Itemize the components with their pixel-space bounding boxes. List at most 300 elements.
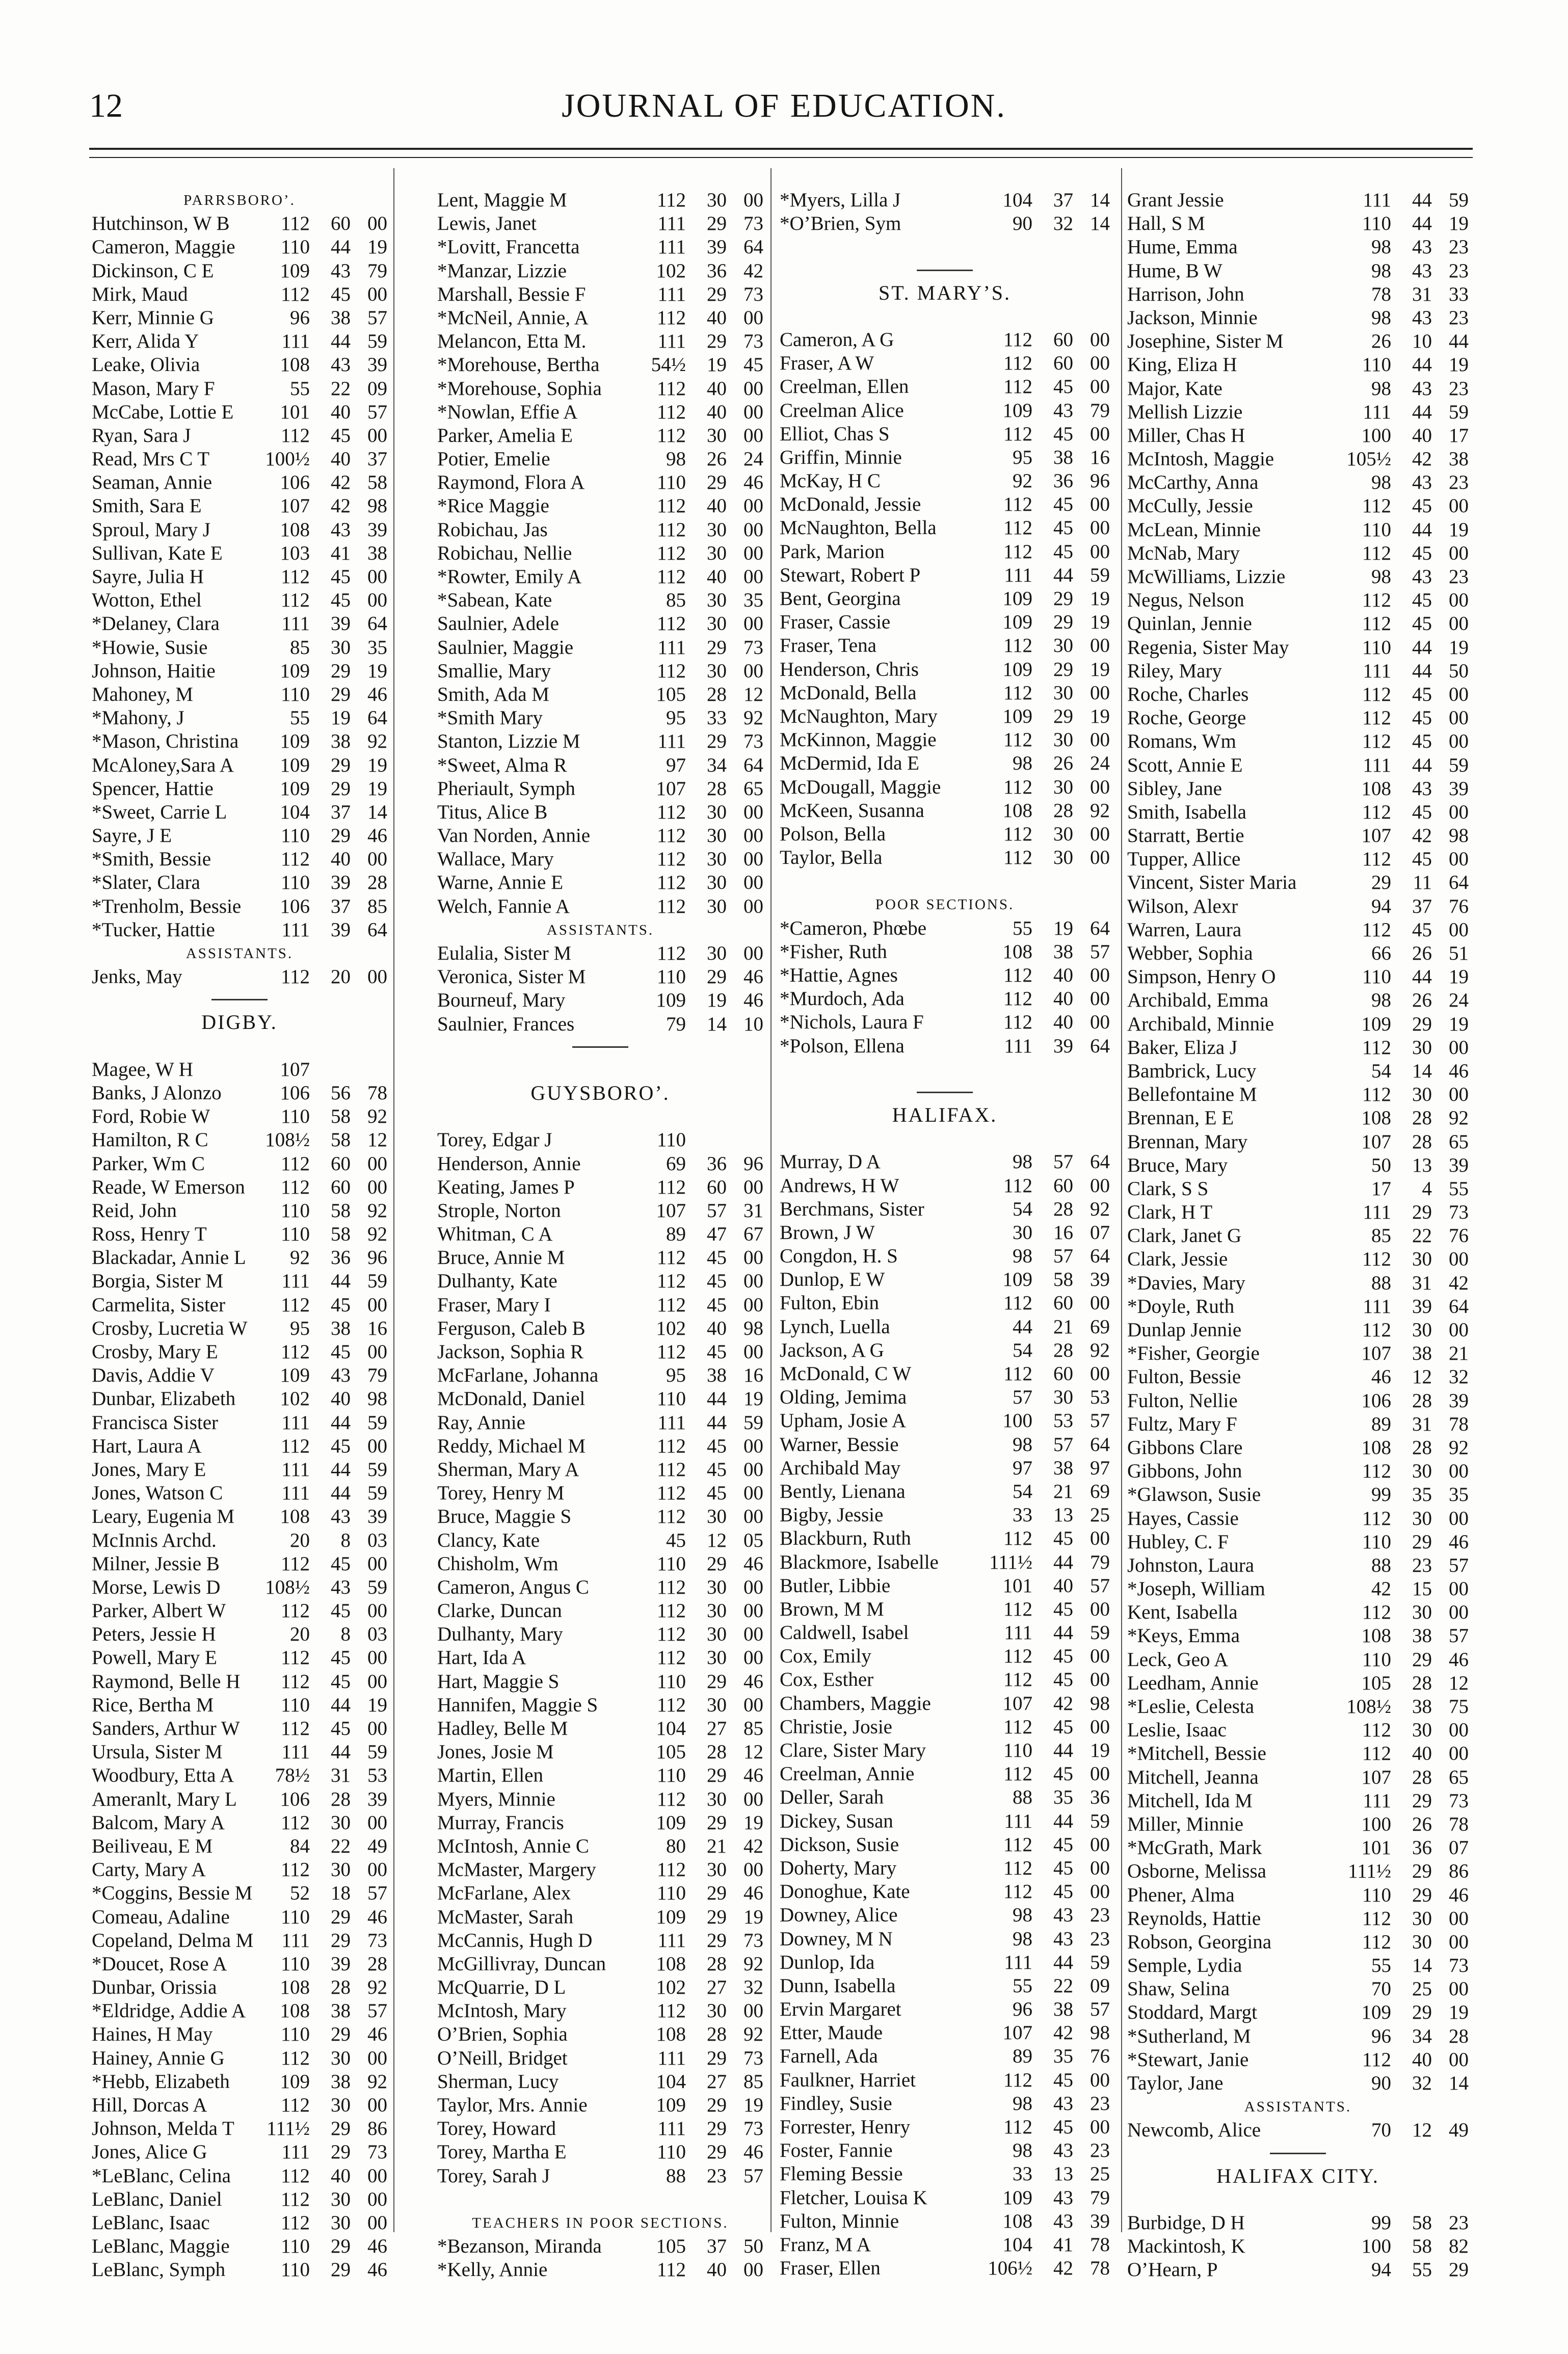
teacher-name: Dickey, Susan xyxy=(780,1810,893,1832)
amount-cents: 59 xyxy=(367,1741,387,1763)
teacher-name: Ameranlt, Mary L xyxy=(92,1788,237,1810)
teacher-name: Archibald, Emma xyxy=(1127,989,1269,1012)
amount-dollars: 43 xyxy=(1412,306,1432,329)
amount-cents: 23 xyxy=(1449,377,1469,400)
amount-dollars: 60 xyxy=(1053,1363,1073,1385)
teacher-name: Dunbar, Elizabeth xyxy=(92,1388,236,1410)
teacher-name: McDermid, Ida E xyxy=(780,752,919,775)
table-row xyxy=(437,2047,763,2070)
days-taught: 110 xyxy=(280,2023,310,2046)
amount-cents: 23 xyxy=(1449,471,1469,494)
amount-dollars: 60 xyxy=(331,1176,351,1198)
table-row xyxy=(92,1976,387,1999)
table-row xyxy=(92,1811,387,1835)
amount-dollars: 8 xyxy=(340,1529,351,1551)
days-taught: 98 xyxy=(1013,1433,1032,1456)
days-taught: 112 xyxy=(280,2188,310,2210)
days-taught: 112 xyxy=(656,424,686,446)
table-row xyxy=(1127,189,1469,212)
table-row xyxy=(780,1974,1110,1998)
table-row xyxy=(1127,447,1469,471)
teacher-name: Keating, James P xyxy=(437,1176,575,1198)
teacher-name: Hume, Emma xyxy=(1127,236,1238,258)
amount-cents: 59 xyxy=(1449,189,1469,211)
table-row xyxy=(437,1717,763,1740)
table-row xyxy=(1127,1036,1469,1060)
table-row xyxy=(780,1739,1110,1762)
amount-dollars: 29 xyxy=(707,1811,727,1834)
teacher-name: *Smith, Bessie xyxy=(92,848,211,870)
days-taught: 98 xyxy=(1013,1904,1032,1926)
teacher-name: Christie, Josie xyxy=(780,1715,892,1738)
amount-dollars: 30 xyxy=(1412,1601,1432,1624)
days-taught: 98 xyxy=(1013,2092,1032,2114)
days-taught: 84 xyxy=(290,1835,310,1857)
teacher-name: Clark, Jessie xyxy=(1127,1248,1228,1271)
teacher-name: Sherman, Lucy xyxy=(437,2070,559,2093)
amount-dollars: 29 xyxy=(331,825,351,847)
amount-cents: 14 xyxy=(367,801,387,823)
spacer xyxy=(437,1058,763,1081)
table-row xyxy=(437,1013,763,1036)
teacher-name: LeBlanc, Symph xyxy=(92,2259,226,2281)
amount-cents: 76 xyxy=(1449,895,1469,917)
amount-dollars: 13 xyxy=(1053,1504,1073,1526)
amount-dollars: 16 xyxy=(1053,1221,1073,1244)
days-taught: 109 xyxy=(1002,611,1032,633)
days-taught: 112 xyxy=(280,1717,310,1739)
days-taught: 112 xyxy=(280,1647,310,1669)
days-taught: 112 xyxy=(1003,540,1032,563)
teacher-name: McNaughton, Mary xyxy=(780,705,938,727)
table-row xyxy=(437,565,763,589)
amount-cents: 00 xyxy=(1090,1292,1110,1314)
amount-dollars: 31 xyxy=(1412,283,1432,305)
amount-dollars: 44 xyxy=(1412,636,1432,658)
amount-cents: 78 xyxy=(367,1081,387,1104)
days-taught: 109 xyxy=(656,1811,686,1834)
teacher-name: Ross, Henry T xyxy=(92,1223,207,1246)
table-row xyxy=(1127,1554,1469,1577)
amount-dollars: 29 xyxy=(707,1906,727,1928)
table-row xyxy=(92,2258,387,2282)
days-taught: 112 xyxy=(1003,352,1032,375)
table-row xyxy=(437,777,763,801)
amount-dollars: 30 xyxy=(707,1600,727,1622)
amount-cents: 00 xyxy=(1449,1083,1469,1106)
amount-cents: 86 xyxy=(367,2118,387,2140)
days-taught: 106 xyxy=(280,895,310,917)
teacher-name: Semple, Lydia xyxy=(1127,1954,1242,1977)
table-row xyxy=(92,2235,387,2258)
amount-cents: 59 xyxy=(367,1482,387,1504)
teacher-name: Saulnier, Adele xyxy=(437,613,559,635)
days-taught: 30 xyxy=(1013,1221,1032,1244)
days-taught: 112 xyxy=(656,495,686,517)
teacher-name: Melancon, Etta M. xyxy=(437,330,587,353)
table-row xyxy=(92,1223,387,1246)
amount-dollars: 42 xyxy=(1053,2022,1073,2044)
teacher-name: Webber, Sophia xyxy=(1127,942,1253,964)
days-taught: 112 xyxy=(656,1435,686,1457)
teacher-name: Banks, J Alonzo xyxy=(92,1081,222,1104)
amount-dollars: 37 xyxy=(331,801,351,823)
amount-cents: 19 xyxy=(367,236,387,258)
days-taught: 112 xyxy=(656,895,686,917)
amount-dollars: 43 xyxy=(1412,471,1432,494)
amount-cents: 00 xyxy=(1090,1881,1110,1903)
teacher-name: Kent, Isabella xyxy=(1127,1601,1238,1624)
column-divider xyxy=(1121,168,1122,2232)
amount-dollars: 55 xyxy=(1412,2259,1432,2281)
amount-dollars: 40 xyxy=(707,1317,727,1339)
table-row xyxy=(437,1670,763,1694)
amount-dollars: 26 xyxy=(1412,989,1432,1012)
amount-cents: 00 xyxy=(1090,1715,1110,1738)
amount-dollars: 27 xyxy=(707,1717,727,1739)
days-taught: 96 xyxy=(1371,2025,1391,2047)
teacher-name: Butler, Libbie xyxy=(780,1574,891,1597)
teacher-name: Bellefontaine M xyxy=(1127,1083,1257,1106)
amount-dollars: 38 xyxy=(331,2070,351,2093)
teacher-name: Lewis, Janet xyxy=(437,213,537,235)
days-taught: 106 xyxy=(1361,1389,1391,1412)
days-taught: 112 xyxy=(1003,964,1032,986)
table-row xyxy=(1127,1907,1469,1930)
amount-dollars: 30 xyxy=(1412,1319,1432,1341)
teacher-name: Gibbons Clare xyxy=(1127,1436,1243,1459)
amount-cents: 00 xyxy=(1090,1763,1110,1785)
table-row xyxy=(1127,1836,1469,1860)
table-row xyxy=(92,965,387,989)
table-row xyxy=(780,1998,1110,2021)
days-taught: 108 xyxy=(1002,940,1032,963)
amount-dollars: 45 xyxy=(707,1435,727,1457)
table-row xyxy=(1127,1695,1469,1718)
table-row xyxy=(437,895,763,918)
days-taught: 111 xyxy=(1363,401,1391,423)
amount-cents: 00 xyxy=(1449,589,1469,612)
table-row xyxy=(780,2115,1110,2139)
days-taught: 111 xyxy=(281,1411,310,1434)
days-taught: 112 xyxy=(656,1458,686,1480)
teacher-name: Torey, Sarah J xyxy=(437,2164,550,2187)
amount-cents: 32 xyxy=(743,1976,763,1999)
days-taught: 111 xyxy=(281,1270,310,1292)
amount-cents: 00 xyxy=(743,1270,763,1292)
days-taught: 111 xyxy=(657,236,686,258)
amount-dollars: 29 xyxy=(1412,2001,1432,2024)
days-taught: 110 xyxy=(656,471,686,494)
teacher-name: Robson, Georgina xyxy=(1127,1930,1272,1953)
amount-dollars: 4 xyxy=(1422,1177,1432,1200)
table-row xyxy=(92,1906,387,1929)
days-taught: 112 xyxy=(656,1341,686,1363)
spacer xyxy=(1127,2188,1469,2211)
amount-dollars: 30 xyxy=(331,1859,351,1881)
amount-dollars: 41 xyxy=(331,542,351,564)
amount-cents: 98 xyxy=(743,1317,763,1339)
days-taught: 111 xyxy=(657,636,686,658)
days-taught: 97 xyxy=(666,754,686,776)
amount-cents: 00 xyxy=(367,1152,387,1175)
amount-dollars: 45 xyxy=(1053,422,1073,445)
amount-dollars: 30 xyxy=(1412,1083,1432,1106)
table-row xyxy=(1127,1083,1469,1106)
amount-cents: 59 xyxy=(1449,754,1469,776)
days-taught: 110 xyxy=(1362,1530,1391,1553)
amount-dollars: 43 xyxy=(331,259,351,282)
amount-cents: 00 xyxy=(1449,848,1469,870)
table-row xyxy=(92,895,387,918)
amount-cents: 92 xyxy=(1090,1198,1110,1220)
days-taught: 111 xyxy=(657,1411,686,1434)
amount-dollars: 40 xyxy=(707,495,727,517)
table-row xyxy=(92,1882,387,1905)
amount-cents: 79 xyxy=(1090,399,1110,421)
amount-cents: 64 xyxy=(367,918,387,941)
amount-cents: 00 xyxy=(367,1435,387,1457)
days-taught: 112 xyxy=(280,966,310,988)
amount-dollars: 44 xyxy=(331,1741,351,1763)
teacher-name: *Nowlan, Effie A xyxy=(437,401,578,423)
amount-cents: 00 xyxy=(743,518,763,541)
amount-dollars: 40 xyxy=(1412,424,1432,446)
days-taught: 101 xyxy=(1361,1837,1391,1859)
days-taught: 111 xyxy=(657,283,686,305)
amount-cents: 28 xyxy=(1449,2025,1469,2047)
table-row xyxy=(437,259,763,283)
amount-dollars: 45 xyxy=(331,424,351,446)
table-row xyxy=(437,1811,763,1835)
amount-cents: 46 xyxy=(367,2023,387,2046)
teacher-name: Lynch, Luella xyxy=(780,1315,890,1338)
amount-cents: 19 xyxy=(1090,1739,1110,1761)
amount-cents: 12 xyxy=(1449,1672,1469,1694)
days-taught: 109 xyxy=(280,777,310,800)
teacher-name: Dunbar, Orissia xyxy=(92,1976,217,1999)
days-taught: 94 xyxy=(1371,2259,1391,2281)
amount-cents: 00 xyxy=(1090,422,1110,445)
amount-dollars: 28 xyxy=(1053,1339,1073,1361)
table-row xyxy=(780,1198,1110,1221)
table-row xyxy=(780,375,1110,399)
amount-cents: 92 xyxy=(367,1223,387,1246)
amount-dollars: 29 xyxy=(707,1882,727,1905)
amount-dollars: 44 xyxy=(1412,354,1432,376)
teacher-name: Mason, Mary F xyxy=(92,377,215,400)
table-row xyxy=(437,542,763,565)
amount-dollars: 45 xyxy=(707,1270,727,1292)
days-taught: 109 xyxy=(280,659,310,682)
amount-cents: 00 xyxy=(1090,988,1110,1010)
amount-cents: 00 xyxy=(367,566,387,588)
amount-dollars: 45 xyxy=(1053,1645,1073,1668)
amount-dollars: 45 xyxy=(707,1293,727,1316)
days-taught: 111½ xyxy=(989,1551,1032,1573)
days-taught: 110 xyxy=(280,825,310,847)
teacher-name: Milner, Jessie B xyxy=(92,1552,220,1575)
column-divider xyxy=(770,168,772,2232)
amount-dollars: 43 xyxy=(1053,1904,1073,1926)
days-taught: 111 xyxy=(1363,189,1391,211)
amount-cents: 00 xyxy=(1449,1507,1469,1529)
table-row xyxy=(92,1740,387,1764)
table-row xyxy=(1127,1530,1469,1554)
amount-dollars: 45 xyxy=(1412,801,1432,823)
teacher-name: Sibley, Jane xyxy=(1127,777,1222,800)
days-taught: 107 xyxy=(1361,825,1391,847)
amount-dollars: 43 xyxy=(1412,566,1432,588)
amount-dollars: 45 xyxy=(331,1341,351,1363)
amount-dollars: 43 xyxy=(1053,2186,1073,2209)
amount-dollars: 8 xyxy=(340,1623,351,1646)
section-heading: ASSISTANTS. xyxy=(1244,2099,1352,2115)
table-row xyxy=(1127,824,1469,848)
teacher-name: McNab, Mary xyxy=(1127,542,1240,564)
amount-cents: 16 xyxy=(367,1317,387,1339)
teacher-name: Congdon, H. S xyxy=(780,1245,898,1267)
amount-dollars: 44 xyxy=(331,1694,351,1716)
amount-cents: 00 xyxy=(367,1811,387,1834)
days-taught: 90 xyxy=(1371,2072,1391,2094)
days-taught: 112 xyxy=(1362,1319,1391,1341)
amount-cents: 00 xyxy=(367,1341,387,1363)
days-taught: 112 xyxy=(1003,1598,1032,1620)
days-taught: 17 xyxy=(1371,1177,1391,1200)
amount-dollars: 58 xyxy=(331,1199,351,1222)
teacher-name: Fletcher, Louisa K xyxy=(780,2186,927,2209)
days-taught: 110 xyxy=(1362,518,1391,541)
teacher-name: McDonald, Bella xyxy=(780,681,917,704)
teacher-name: Fraser, A W xyxy=(780,352,874,375)
table-row xyxy=(1127,330,1469,353)
amount-dollars: 30 xyxy=(1412,1460,1432,1483)
amount-dollars: 19 xyxy=(1053,917,1073,939)
amount-cents: 46 xyxy=(743,2141,763,2163)
teacher-name: Haines, H May xyxy=(92,2023,213,2046)
table-row xyxy=(437,1269,763,1293)
teacher-name: Sayre, J E xyxy=(92,825,172,847)
teacher-name: Balcom, Mary A xyxy=(92,1811,225,1834)
teacher-name: Warne, Annie E xyxy=(437,871,564,894)
amount-cents: 64 xyxy=(1090,1245,1110,1267)
table-row xyxy=(92,754,387,777)
teacher-name: Jackson, Minnie xyxy=(1127,306,1258,329)
days-taught: 95 xyxy=(666,1364,686,1387)
table-row xyxy=(437,1599,763,1623)
amount-cents: 92 xyxy=(1449,1436,1469,1459)
teacher-name: *Mitchell, Bessie xyxy=(1127,1742,1266,1765)
table-row xyxy=(437,801,763,824)
teacher-name: McCully, Jessie xyxy=(1127,495,1253,517)
teacher-name: Myers, Minnie xyxy=(437,1788,555,1810)
teacher-name: Morse, Lewis D xyxy=(92,1576,221,1598)
table-row xyxy=(92,1458,387,1482)
teacher-name: Strople, Norton xyxy=(437,1199,561,1222)
days-taught: 109 xyxy=(280,1364,310,1387)
table-row xyxy=(1127,730,1469,753)
table-row xyxy=(780,752,1110,775)
amount-cents: 23 xyxy=(1449,236,1469,258)
teacher-name: Dunlop, E W xyxy=(780,1268,885,1291)
amount-dollars: 45 xyxy=(1412,589,1432,612)
teacher-name: McNaughton, Bella xyxy=(780,517,937,539)
table-row xyxy=(780,540,1110,564)
amount-dollars: 41 xyxy=(1053,2233,1073,2256)
table-row xyxy=(1127,1389,1469,1413)
amount-dollars: 60 xyxy=(1053,1174,1073,1197)
days-taught: 112 xyxy=(1362,1907,1391,1929)
teacher-name: Park, Marion xyxy=(780,540,885,563)
table-row xyxy=(780,1668,1110,1691)
amount-dollars: 29 xyxy=(1053,658,1073,680)
amount-cents: 00 xyxy=(1449,1460,1469,1483)
teacher-name: Johnston, Laura xyxy=(1127,1554,1255,1576)
amount-cents: 05 xyxy=(743,1529,763,1551)
section-rule xyxy=(211,999,268,1000)
amount-cents: 07 xyxy=(1449,1837,1469,1859)
amount-dollars: 19 xyxy=(707,354,727,376)
amount-dollars: 30 xyxy=(331,2047,351,2069)
amount-dollars: 43 xyxy=(331,518,351,541)
days-taught: 55 xyxy=(1013,1974,1032,1997)
days-taught: 110 xyxy=(656,1670,686,1692)
teacher-name: Brown, M M xyxy=(780,1598,884,1620)
table-row xyxy=(1127,424,1469,447)
teacher-name: *Hebb, Elizabeth xyxy=(92,2070,230,2093)
amount-dollars: 36 xyxy=(707,259,727,282)
days-taught: 99 xyxy=(1371,2211,1391,2234)
amount-dollars: 38 xyxy=(1412,1625,1432,1647)
amount-dollars: 44 xyxy=(1412,518,1432,541)
amount-dollars: 36 xyxy=(707,1152,727,1175)
amount-dollars: 44 xyxy=(331,236,351,258)
amount-dollars: 33 xyxy=(707,707,727,729)
amount-dollars: 29 xyxy=(707,966,727,988)
amount-dollars: 29 xyxy=(331,683,351,705)
table-row xyxy=(780,1810,1110,1833)
amount-dollars: 45 xyxy=(331,283,351,305)
days-taught: 112 xyxy=(1003,776,1032,798)
amount-dollars: 45 xyxy=(1053,1763,1073,1785)
teacher-name: Ferguson, Caleb B xyxy=(437,1317,586,1339)
teacher-name: Olding, Jemima xyxy=(780,1386,907,1409)
days-taught: 88 xyxy=(1371,1554,1391,1576)
amount-cents: 35 xyxy=(1449,1484,1469,1506)
teacher-name: Sullivan, Kate E xyxy=(92,542,223,564)
teacher-name: McDonald, Jessie xyxy=(780,493,921,516)
days-taught: 107 xyxy=(1361,1342,1391,1365)
table-row xyxy=(92,848,387,871)
amount-dollars: 43 xyxy=(1053,2210,1073,2232)
teacher-name: *Delaney, Clara xyxy=(92,613,220,635)
teacher-name: *Polson, Ellena xyxy=(780,1035,905,1057)
amount-cents: 96 xyxy=(367,1247,387,1269)
days-taught: 55 xyxy=(290,377,310,400)
teacher-name: Caldwell, Isabel xyxy=(780,1622,909,1644)
amount-cents: 03 xyxy=(367,1529,387,1551)
amount-cents: 58 xyxy=(367,471,387,494)
teacher-name: Smith, Isabella xyxy=(1127,801,1246,823)
teacher-name: Gibbons, John xyxy=(1127,1460,1242,1483)
days-taught: 96 xyxy=(1013,1998,1032,2021)
table-row xyxy=(92,471,387,494)
teacher-name: Brennan, Mary xyxy=(1127,1130,1248,1153)
table-row xyxy=(92,1529,387,1552)
days-taught: 109 xyxy=(1002,705,1032,727)
amount-dollars: 39 xyxy=(707,236,727,258)
